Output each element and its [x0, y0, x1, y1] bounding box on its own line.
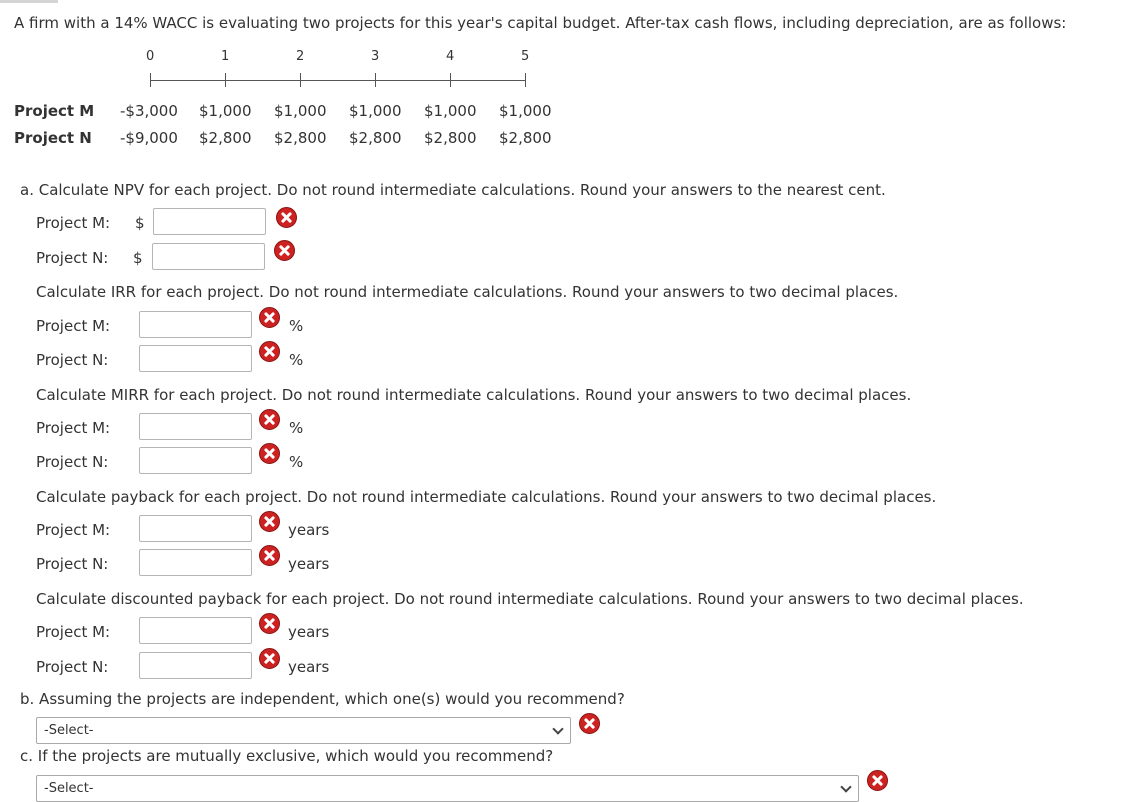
cash-flow-cell: $1,000 — [199, 102, 252, 120]
period-label: 0 — [146, 49, 155, 64]
cash-flow-cell: $1,000 — [499, 102, 552, 120]
part-b-prompt: b. Assuming the projects are independent, which one(s) would you recommend? — [20, 690, 625, 708]
payback-prompt: Calculate payback for each project. Do not round intermediate calculations. Round your answers to two decimal places. — [36, 488, 937, 506]
timeline-tick — [225, 73, 226, 87]
timeline-tick — [450, 73, 451, 87]
period-label: 2 — [296, 49, 305, 64]
cash-flow-cell: $1,000 — [424, 102, 477, 120]
mirr-n-input[interactable] — [139, 447, 252, 474]
period-label: 5 — [521, 49, 530, 64]
npv-m-label: Project M: — [36, 214, 111, 232]
period-label: 4 — [446, 49, 455, 64]
irr-m-unit: % — [289, 317, 304, 335]
cash-flow-cell: $2,800 — [274, 129, 327, 147]
incorrect-icon — [867, 770, 888, 791]
incorrect-icon — [259, 307, 280, 328]
part-b-selected-value: -Select- — [44, 723, 94, 738]
discounted-m-input[interactable] — [139, 617, 252, 644]
cash-flow-cell: -$9,000 — [120, 129, 178, 147]
mirr-prompt: Calculate MIRR for each project. Do not round intermediate calculations. Round your answers to two decimal places. — [36, 386, 912, 404]
timeline-tick — [375, 73, 376, 87]
incorrect-icon — [259, 341, 280, 362]
project-n-row-label: Project N — [14, 129, 92, 147]
cash-flow-cell: $1,000 — [274, 102, 327, 120]
payback-n-label: Project N: — [36, 555, 109, 573]
problem-intro: A firm with a 14% WACC is evaluating two projects for this year's capital budget. After-tax cash flows, including depreciation, are as follows: — [14, 14, 1067, 32]
payback-m-unit: years — [288, 521, 330, 539]
cash-flow-cell: $2,800 — [199, 129, 252, 147]
irr-m-input[interactable] — [139, 311, 252, 338]
incorrect-icon — [259, 648, 280, 669]
payback-m-label: Project M: — [36, 521, 111, 539]
incorrect-icon — [259, 613, 280, 634]
npv-prompt: a. Calculate NPV for each project. Do not round intermediate calculations. Round your answers to the nearest cent. — [20, 181, 886, 199]
incorrect-icon — [579, 713, 600, 734]
mirr-n-label: Project N: — [36, 453, 109, 471]
cash-flow-cell: $1,000 — [349, 102, 402, 120]
chevron-down-icon — [840, 781, 851, 792]
timeline-tick — [300, 73, 301, 87]
timeline-tick — [525, 73, 526, 87]
discounted-n-input[interactable] — [139, 652, 252, 679]
mirr-m-input[interactable] — [139, 413, 252, 440]
part-c-selected-value: -Select- — [44, 781, 94, 796]
irr-n-label: Project N: — [36, 351, 109, 369]
incorrect-icon — [259, 443, 280, 464]
payback-n-input[interactable] — [139, 549, 252, 576]
cash-flow-cell: $2,800 — [349, 129, 402, 147]
cash-flow-cell: $2,800 — [424, 129, 477, 147]
incorrect-icon — [259, 545, 280, 566]
period-label: 1 — [221, 49, 230, 64]
irr-n-unit: % — [289, 351, 304, 369]
irr-m-label: Project M: — [36, 317, 111, 335]
cash-flow-cell: $2,800 — [499, 129, 552, 147]
npv-m-currency: $ — [135, 214, 145, 232]
discounted-m-unit: years — [288, 623, 330, 641]
npv-n-input[interactable] — [152, 243, 265, 270]
part-c-select[interactable] — [36, 775, 859, 802]
payback-m-input[interactable] — [139, 515, 252, 542]
discounted-n-label: Project N: — [36, 658, 109, 676]
mirr-m-label: Project M: — [36, 419, 111, 437]
mirr-m-unit: % — [289, 419, 304, 437]
timeline-axis — [150, 80, 526, 81]
irr-prompt: Calculate IRR for each project. Do not round intermediate calculations. Round your answers to two decimal places. — [36, 283, 899, 301]
incorrect-icon — [259, 409, 280, 430]
incorrect-icon — [259, 511, 280, 532]
project-m-row-label: Project M — [14, 102, 95, 120]
npv-n-label: Project N: — [36, 249, 109, 267]
part-b-select[interactable] — [36, 717, 571, 744]
top-tab-edge — [0, 0, 58, 3]
chevron-down-icon — [552, 723, 563, 734]
part-c-prompt: c. If the projects are mutually exclusive, which would you recommend? — [20, 747, 554, 765]
discounted-payback-prompt: Calculate discounted payback for each project. Do not round intermediate calculations. Round your answers to two decimal places. — [36, 590, 1024, 608]
cash-flow-cell: -$3,000 — [120, 102, 178, 120]
npv-m-input[interactable] — [153, 208, 266, 235]
incorrect-icon — [274, 240, 295, 261]
period-label: 3 — [371, 49, 380, 64]
irr-n-input[interactable] — [139, 345, 252, 372]
discounted-m-label: Project M: — [36, 623, 111, 641]
payback-n-unit: years — [288, 555, 330, 573]
incorrect-icon — [276, 207, 297, 228]
mirr-n-unit: % — [289, 453, 304, 471]
timeline-tick — [150, 73, 151, 87]
npv-n-currency: $ — [133, 249, 143, 267]
discounted-n-unit: years — [288, 658, 330, 676]
